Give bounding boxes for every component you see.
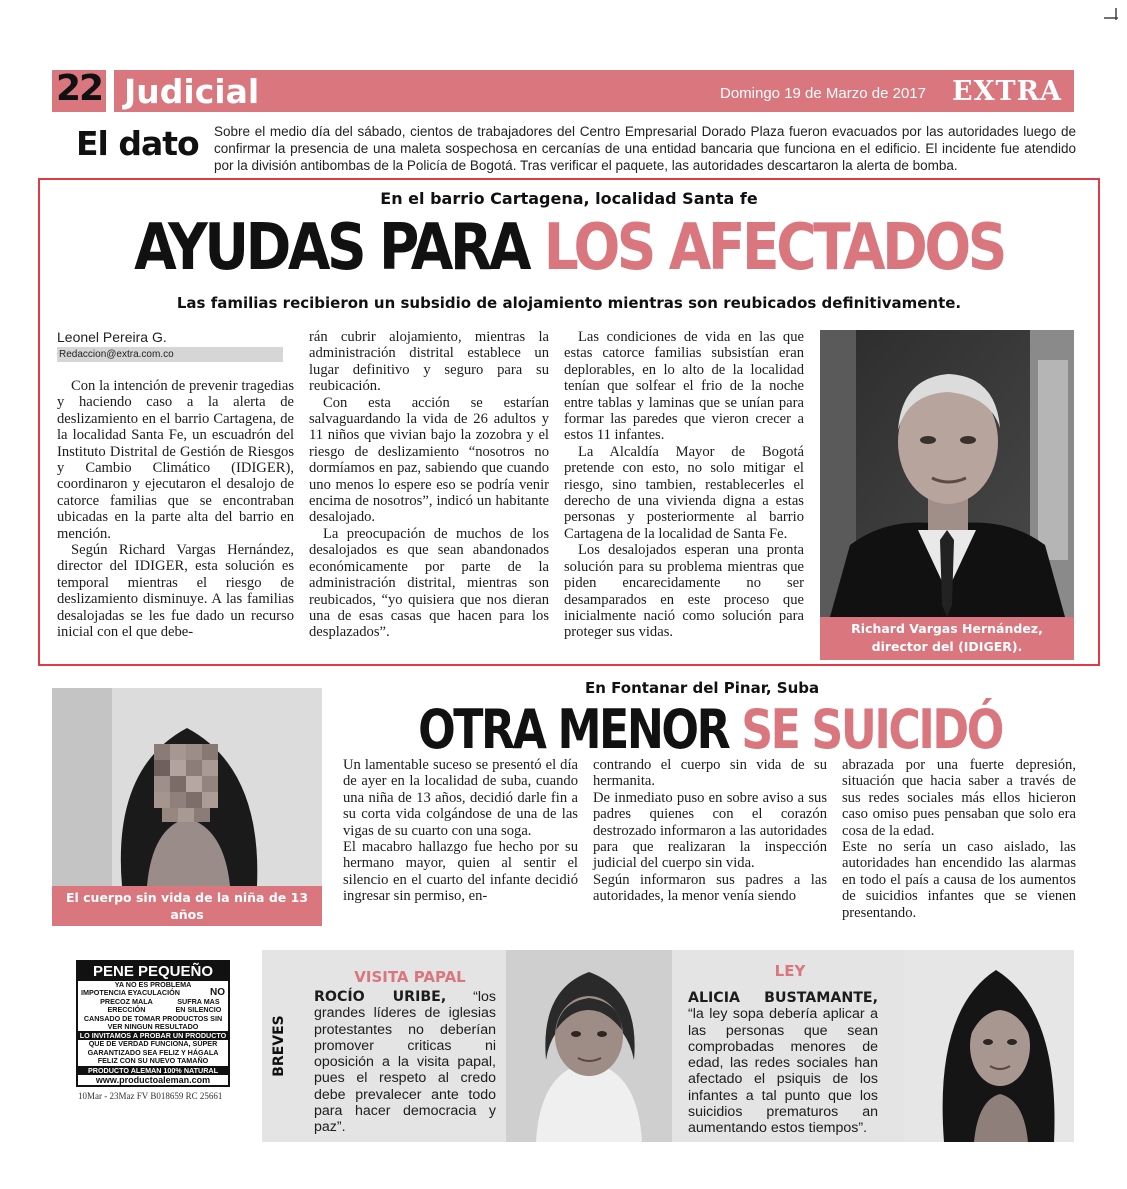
corner-mark-icon <box>1104 8 1118 20</box>
author-byline: Leonel Pereira G. <box>57 329 167 345</box>
paragraph: Con la intención de prevenir tragedias y haciendo caso a la alerta de deslizamiento en el barrio Cartagena, de la localidad Santa Fe, un escuadrón del Instituto Distrital de Gestión de Riesgos y Cambio Climático (IDIGER), coordinaron y ejecutaron el desalojo de catorce familias que se encontraban ubicadas en la parte alta del barrio en mención. <box>57 378 294 542</box>
ad-footnote: 10Mar - 23Maz FV B018659 RC 25661 <box>78 1091 223 1101</box>
paragraph: El macabro hallazgo fue hecho por su hermano mayor, quien al sentir el silencio en el cuarto del infante decidió ingresar sin permiso, en- <box>343 839 578 905</box>
paragraph: Según Richard Vargas Hernández, director del IDIGER, esta solución es temporal mientras el riesgo de deslizamiento disminuye. A las familias desalojadas se les fue dado un recurso inicial con el que debe- <box>57 542 294 641</box>
breves-label-text: BREVES <box>271 1015 287 1077</box>
story2-column-3 <box>842 757 1076 921</box>
el-dato-text: Sobre el medio día del sábado, cientos de trabajadores del Centro Empresarial Dorado Plaza fueron evacuados por las autoridades luego de confirmar la presencia de una maleta sospechosa en cercanías de una entidad bancaria que funciona en el edificio. El incidente fue atendido por la división antibombas de la Policía de Bogotá. Tras verificar el paquete, las autoridades descartaron la alerta de bomba. <box>214 124 1076 173</box>
paragraph: Un lamentable suceso se presentó el día de ayer en la localidad de suba, cuando una niña de 13 años, decidió darle fin a su corta vida colgándose de una de las vigas de su cuarto con una soga. <box>343 757 578 839</box>
paragraph: Los desalojados esperan una pronta solución para su problema mientras que piden encarecidamente no ser desamparados en este proceso que inicialmente nació como solución para proteger sus vidas. <box>564 542 804 641</box>
pixelated-face <box>154 744 218 822</box>
brief2-name: ALICIA BUSTAMANTE, <box>688 990 878 1006</box>
paragraph: abrazada por una fuerte depresión, situación que hacia saber a través de sus redes sociales más ellos hicieron caso omiso pues pensaban que solo era cosa de la edad. <box>842 757 1076 839</box>
paragraph: Las condiciones de vida en las que estas catorce familias subsistían eran deplorables, en lo alto de la localidad tenían que solfear el frio de la noche entre tablas y laminas que se unían para formar las paredes que vieron crecer a estos 11 infantes. <box>564 329 804 444</box>
feature-column-2 <box>309 329 549 641</box>
director-portrait-photo <box>820 330 1074 617</box>
breves-label <box>262 950 296 1142</box>
ad-line-text: PRECOZ MALA ERECCIÓN <box>100 996 153 1015</box>
ad-line: YA NO ES PROBLEMA <box>114 980 192 989</box>
ad-phone-number <box>93 1085 223 1087</box>
story2-headline-dark: OTRA MENOR <box>418 698 742 761</box>
paragraph: Este no sería un caso aislado, las autoridades han encendido las alarmas en todo el país a causa de los aumentos de suicidios infantes que se vienen presentando. <box>842 839 1076 921</box>
paragraph: De inmediato puso en sobre aviso a sus padres quienes con el corazón destrozado informaron a las autoridades para que realizaran la inspección judicial del cuerpo sin vida. <box>593 789 827 872</box>
el-dato-title: El dato <box>76 124 199 163</box>
paragraph: contrando el cuerpo sin vida de su hermanita. <box>593 757 827 790</box>
paragraph: rán cubrir alojamiento, mientras la administración distrital establece un lugar definitivo y seguro para su reubicación. <box>309 329 549 395</box>
caption-line: El cuerpo sin vida de la niña de 13 años <box>65 890 309 922</box>
ad-invite: LO INVITAMOS A PROBAR UN PRODUCTO <box>79 1031 227 1041</box>
whatsapp-icon <box>83 1085 91 1087</box>
story2-headline <box>407 700 1014 760</box>
feature-column-3 <box>564 329 804 641</box>
brief1-portrait-photo <box>506 950 672 1142</box>
feature-headline-dark: AYUDAS PARA <box>134 211 544 285</box>
page-number: 22 <box>56 68 103 109</box>
brief2-text <box>688 990 878 1137</box>
caption-line: fue hallado por su hermano mayor. <box>64 924 310 939</box>
victim-photo <box>52 688 322 886</box>
author-email: Redaccion@extra.com.co <box>57 347 283 362</box>
brief1-quote: “los grandes líderes de iglesias protestantes no deberían promover criticas ni oposición a la visita papal, pues el respeto al credo debe prevalecer ante todo para hacer democracia y paz”. <box>314 989 496 1136</box>
feature-column-1 <box>57 378 294 641</box>
brief2-quote: “la ley sopa debería aplicar a las personas que sean comprobadas menores de edad, las redes sociales han afectado el psiquis de los infantes a tal punto que los suicidios prematuros an aumentando estos tiempos”. <box>688 1006 878 1137</box>
brand-logo: EXTRA <box>952 76 1063 107</box>
brief2-portrait-illustration <box>904 950 1074 1142</box>
caption-line: director del (IDIGER). <box>871 639 1023 654</box>
paragraph: Con esta acción se estarían salvaguardando la vida de 26 adultos y 11 niños que vivian bajo la zozobra y el riesgo de deslizamiento “nosotros no dormíamos en paz, sabiendo que cuando uno menos lo espere eso se podría venir encima de nosotros”, indicó un habitante desalojado. <box>309 394 549 526</box>
ad-product: PRODUCTO ALEMAN 100% NATURAL <box>78 1066 228 1075</box>
feature-kicker: En el barrio Cartagena, localidad Santa fe <box>380 189 758 208</box>
feature-photo-caption <box>820 617 1074 660</box>
story2-headline-accent: SE SUICIDÓ <box>741 698 1002 761</box>
brief1-kicker: VISITA PAPAL <box>354 968 466 986</box>
portrait-illustration <box>820 330 1074 617</box>
ad-phone <box>78 1085 228 1087</box>
ad-line-text: IMPOTENCIA EYACULACIÓN <box>81 988 180 998</box>
paragraph: Según informaron sus padres a las autoridades, la menor venía siendo <box>593 871 827 905</box>
ad-line: CANSADO DE TOMAR PRODUCTOS SIN VER NINGUN RESULTADO <box>83 1013 223 1032</box>
brief2-kicker: LEY <box>774 962 806 980</box>
ad-headline: PENE PEQUEÑO <box>78 962 228 981</box>
story2-column-1 <box>343 757 578 905</box>
ad-line <box>78 998 228 1015</box>
victim-photo-illustration <box>52 688 322 886</box>
feature-headline <box>114 212 1024 284</box>
ad-line-text: NO <box>210 987 225 999</box>
classified-ad <box>76 960 230 1087</box>
ad-website: www.productoaleman.com <box>95 1074 211 1085</box>
header-divider <box>106 70 114 112</box>
issue-date: Domingo 19 de Marzo de 2017 <box>720 85 926 102</box>
paragraph: La Alcaldía Mayor de Bogotá pretende con esto, no solo mitigar el riesgo, sino tambien, restablecerles el derecho de una vivienda digna a estas personas y posteriormente al barrio Cartagena de la localidad de Santa Fe. <box>564 443 804 542</box>
paragraph: La preocupación de muchos de los desalojados es que sean abandonados económicamente por parte de la administración distrital, mientras son reubicados, “yo quisiera que nos dieran una de esas casas que hacen para los desplazados”. <box>309 525 549 641</box>
section-name: Judicial <box>124 72 260 111</box>
feature-headline-accent: LOS AFECTADOS <box>543 211 1004 285</box>
feature-subtitle: Las familias recibieron un subsidio de alojamiento mientras son reubicados definitivamente. <box>176 294 962 312</box>
ad-line: QUE DE VERDAD FUNCIONA, SÚPER GARANTIZADO SEA FELIZ Y HÁGALA FELIZ CON SU NUEVO TAMAÑO <box>87 1039 219 1066</box>
caption-line: Richard Vargas Hernández, <box>851 621 1043 636</box>
brief1-name: ROCÍO URIBE, <box>314 989 447 1005</box>
brief1-portrait-illustration <box>506 950 672 1142</box>
brief2-portrait-photo <box>904 950 1074 1142</box>
ad-line-text: SUFRA MAS EN SILENCIO <box>175 996 222 1015</box>
story2-column-2 <box>593 757 827 905</box>
brief1-text <box>314 989 496 1136</box>
story2-kicker: En Fontanar del Pinar, Suba <box>585 679 820 697</box>
victim-photo-caption <box>52 886 322 939</box>
